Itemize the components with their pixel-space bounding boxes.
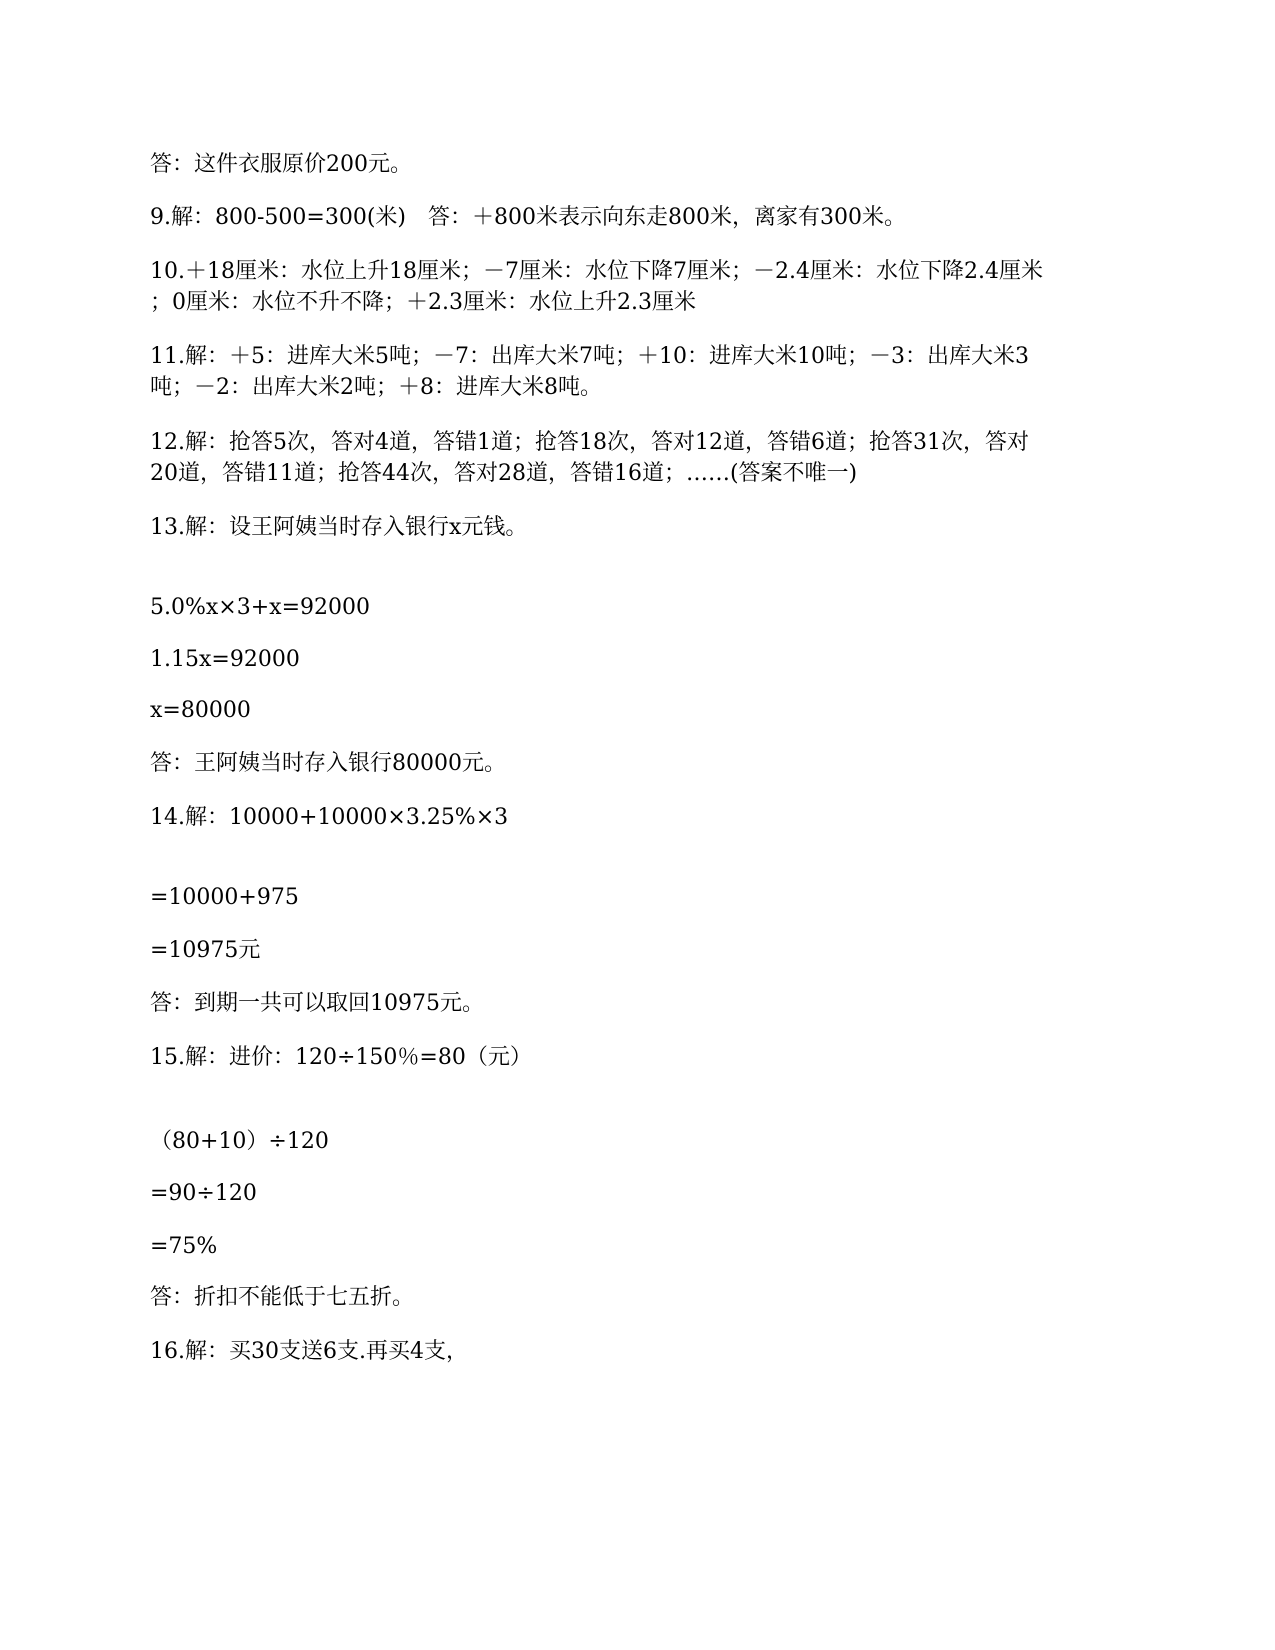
equation-line: （80+10）÷120 [150, 1129, 329, 1154]
solution-12-line-1: 12.解：抢答5次，答对4道，答错1道；抢答18次，答对12道，答错6道；抢答31次，答对 [150, 430, 1029, 455]
solution-13-heading: 13.解：设王阿姨当时存入银行x元钱。 [150, 515, 528, 540]
solution-10-line-2: ；0厘米：水位不升不降；＋2.3厘米：水位上升2.3厘米 [150, 290, 696, 315]
answer-line: 答：折扣不能低于七五折。 [150, 1285, 415, 1310]
equation-line: =10975元 [150, 938, 261, 963]
solution-14-heading: 14.解：10000+10000×3.25%×3 [150, 805, 509, 830]
equation-line: =10000+975 [150, 885, 299, 910]
equation-line: 5.0%x×3+x=92000 [150, 595, 370, 620]
equation-line: =75% [150, 1234, 218, 1259]
solution-15-heading: 15.解：进价：120÷150％=80（元） [150, 1045, 532, 1070]
solution-10-line-1: 10.＋18厘米：水位上升18厘米；－7厘米：水位下降7厘米；－2.4厘米：水位下降2.4厘米 [150, 259, 1043, 284]
solution-11-line-1: 11.解：＋5：进库大米5吨；－7：出库大米7吨；＋10：进库大米10吨；－3：出库大米3 [150, 344, 1029, 369]
answer-line: 答：这件衣服原价200元。 [150, 152, 412, 177]
answer-line: 答：王阿姨当时存入银行80000元。 [150, 751, 506, 776]
equation-line: x=80000 [150, 698, 251, 723]
solution-11-line-2: 吨；－2：出库大米2吨；＋8：进库大米8吨。 [150, 375, 602, 400]
equation-line: 1.15x=92000 [150, 647, 300, 672]
equation-line: =90÷120 [150, 1181, 257, 1206]
solution-12-line-2: 20道，答错11道；抢答44次，答对28道，答错16道；……(答案不唯一) [150, 461, 858, 486]
solution-9: 9.解：800-500=300(米) 答：＋800米表示向东走800米，离家有300米。 [150, 205, 906, 230]
solution-16-heading: 16.解：买30支送6支.再买4支， [150, 1339, 468, 1364]
answer-line: 答：到期一共可以取回10975元。 [150, 991, 484, 1016]
